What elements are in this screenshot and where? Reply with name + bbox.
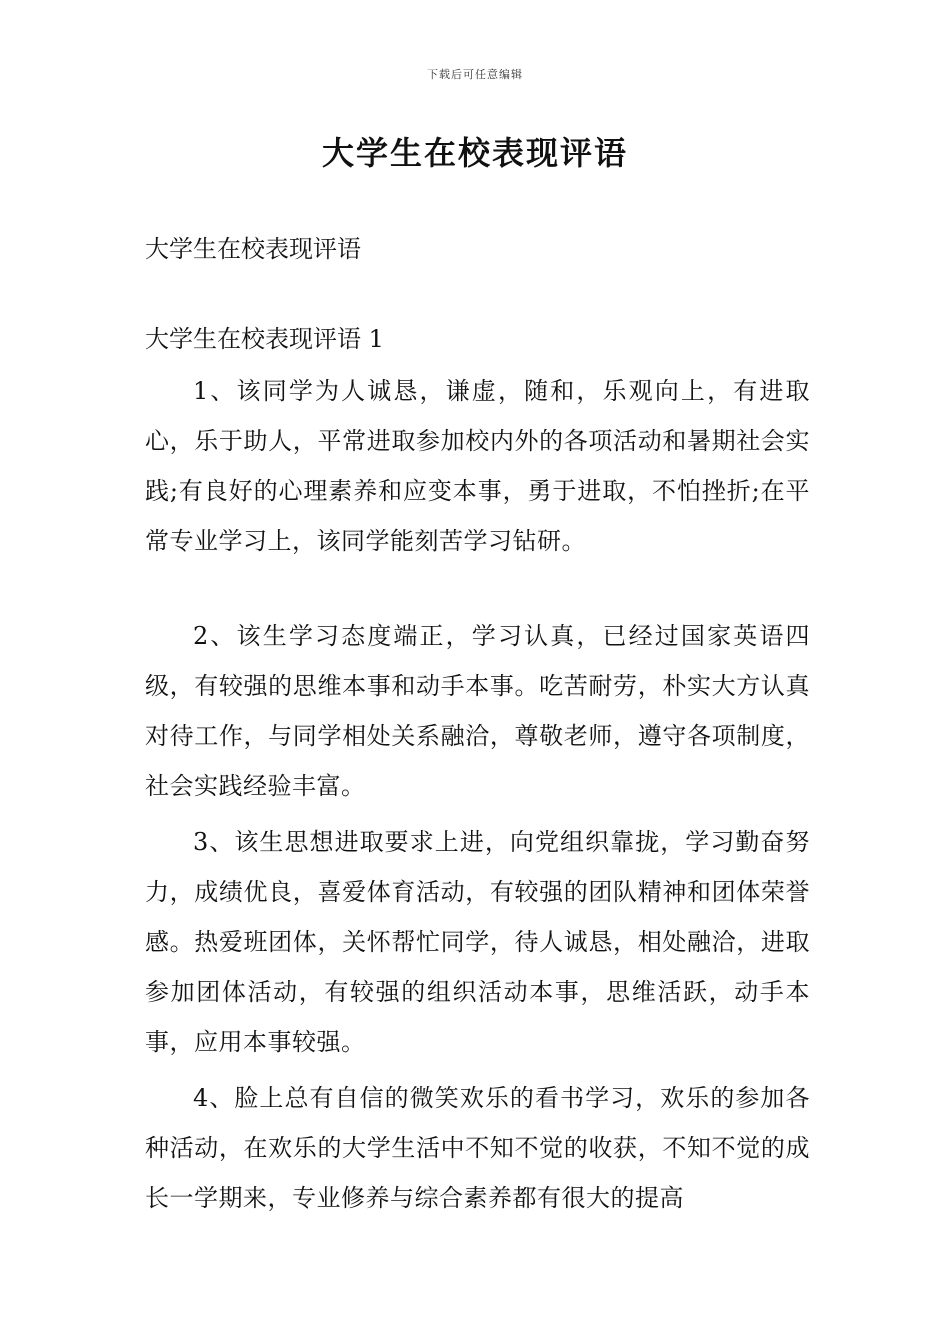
header-note: 下载后可任意编辑	[427, 68, 523, 81]
paragraph-1: 1、该同学为人诚恳，谦虚，随和，乐观向上，有进取心，乐于助人，平常进取参加校内外的各项活动和暑期社会实践;有良好的心理素养和应变本事，勇于进取，不怕挫折;在平常专业学习上，该同学能刻苦学习钻研。	[145, 377, 810, 555]
paragraph-4: 4、脸上总有自信的微笑欢乐的看书学习，欢乐的参加各种活动，在欢乐的大学生活中不知不觉的收获，不知不觉的成长一学期来，专业修养与综合素养都有很大的提高	[145, 1084, 810, 1212]
paragraph-3: 3、该生思想进取要求上进，向党组织靠拢，学习勤奋努力，成绩优良，喜爱体育活动，有较强的团队精神和团体荣誉感。热爱班团体，关怀帮忙同学，待人诚恳，相处融洽，进取参加团体活动，有较强的组织活动本事，思维活跃，动手本事，应用本事较强。	[145, 828, 810, 1056]
section-title: 大学生在校表现评语 1	[145, 325, 384, 353]
paragraph-2: 2、该生学习态度端正，学习认真，已经过国家英语四级，有较强的思维本事和动手本事。吃苦耐劳，朴实大方认真对待工作，与同学相处关系融洽，尊敬老师，遵守各项制度，社会实践经验丰富。	[145, 622, 810, 800]
document-body	[145, 228, 810, 1223]
document-title: 大学生在校表现评语	[321, 134, 628, 172]
document-subtitle: 大学生在校表现评语	[145, 235, 361, 263]
